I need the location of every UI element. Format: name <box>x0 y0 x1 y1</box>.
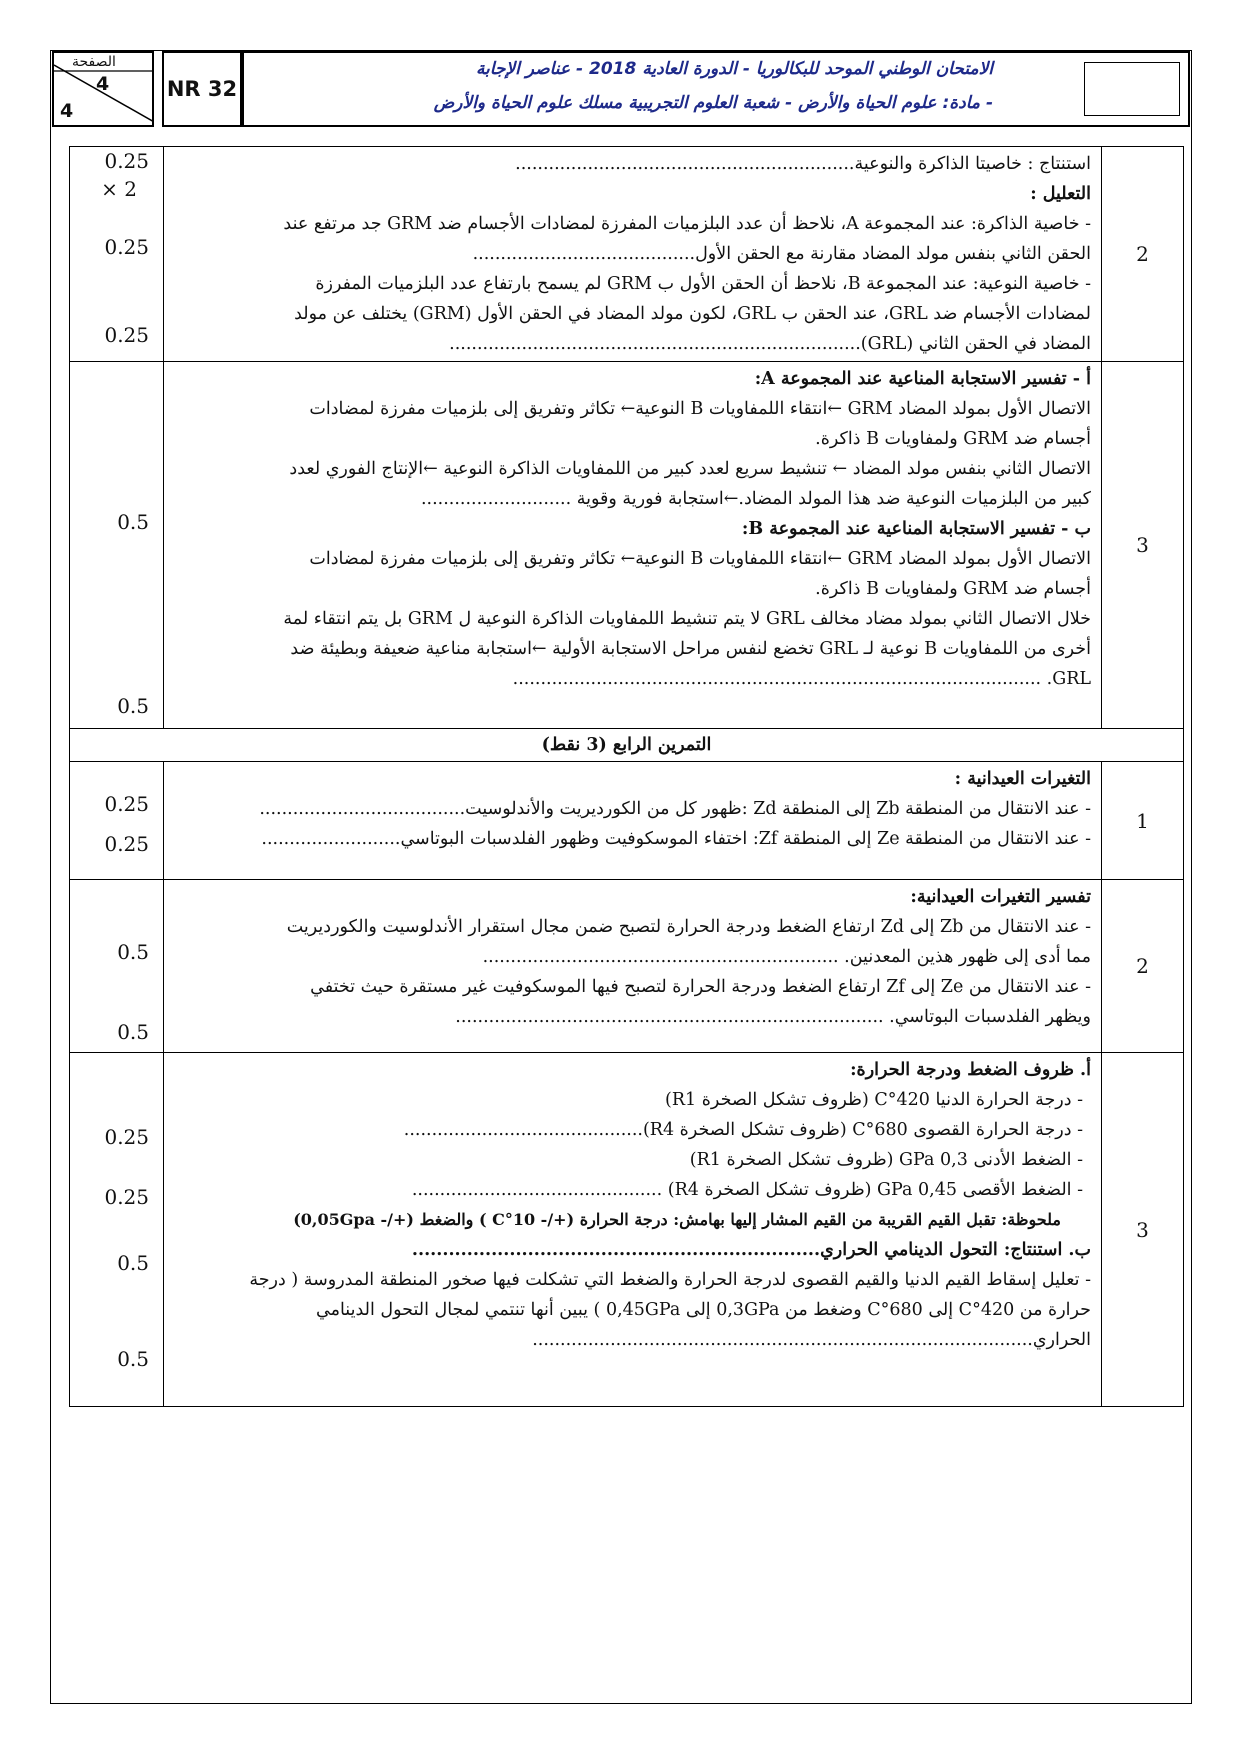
table-row <box>70 147 1184 362</box>
score: 0.25 <box>104 1125 149 1149</box>
answer-heading: التغيرات العيدانية : <box>954 769 1091 789</box>
answer-line: الحقن الثاني بنفس مولد المضاد مقارنة مع الحقن الأول........................................ <box>472 244 1091 264</box>
question-number: 1 <box>1102 762 1184 880</box>
score: 0.5 <box>117 1251 149 1275</box>
answer-line: كبير من البلزميات النوعية ضد هذا المولد المضاد.←استجابة فورية وقوية ........................... <box>420 489 1091 509</box>
answer-line: - الضغط الأدنى 0,3 GPa (ظروف تشكل الصخرة R1) <box>689 1150 1083 1170</box>
score: 0.5 <box>117 1020 149 1044</box>
answer-line: لمضادات الأجسام ضد GRL، عند الحقن ب GRL، لكون مولد المضاد في الحقن الأول (GRM) يختلف عن مولد <box>294 304 1091 324</box>
score: 0.25 <box>104 323 149 347</box>
exam-title-box <box>242 51 1190 127</box>
answer-line: - خاصية الذاكرة: عند المجموعة A، نلاحظ أن عدد البلزميات المفرزة لمضادات الأجسام ضد GRM جد مرتفع عند <box>283 214 1091 234</box>
stamp-box <box>1084 62 1180 116</box>
score: 0.5 <box>117 510 149 534</box>
answer-line: الاتصال الأول بمولد المضاد GRM ←انتقاء اللمفاويات B النوعية← تكاثر وتفريق إلى بلزميات مفرزة لمضادات <box>309 399 1091 419</box>
answer-line: - تعليل إسقاط القيم الدنيا والقيم القصوى لدرجة الحرارة والضغط التي تشكلت فيها صخور المنطقة المدروسة ( درجة <box>249 1270 1091 1290</box>
answer-line: - عند الانتقال من المنطقة Ze إلى المنطقة Zf: اختفاء الموسكوفيت وظهور الفلدسبات البوتاسي......................... <box>261 829 1091 849</box>
answer-heading: أ - تفسير الاستجابة المناعية عند المجموعة A: <box>754 369 1091 389</box>
score-cell <box>70 762 164 880</box>
answer-line: خلال الاتصال الثاني بمولد مضاد مخالف GRL لا يتم تنشيط اللمفاويات الذاكرة النوعية ل GRM بل يتم انتقاء لمة <box>283 609 1091 629</box>
answer-cell <box>164 762 1102 880</box>
table-row <box>70 362 1184 729</box>
table-row <box>70 762 1184 880</box>
answer-line: استنتاج : خاصيتا الذاكرة والنوعية............................................................. <box>515 154 1091 174</box>
answer-line: الاتصال الأول بمولد المضاد GRM ←انتقاء اللمفاويات B النوعية← تكاثر وتفريق إلى بلزميات مفرزة لمضادات <box>309 549 1091 569</box>
score: 0.25 <box>104 792 149 816</box>
answer-line: أخرى من اللمفاويات B نوعية لـ GRL تخضع لنفس مراحل الاستجابة الأولية ←استجابة مناعية ضعيفة وبطيئة ضد <box>290 639 1091 659</box>
answer-note: ملحوظة: تقبل القيم القريبة من القيم المشار إليها بهامش: درجة الحرارة (+/- 10°C ) والضغط (+/- 0,05Gpa) <box>293 1210 1061 1229</box>
answer-line: - الضغط الأقصى 0,45 GPa (ظروف تشكل الصخرة R4) ............................................. <box>411 1180 1083 1200</box>
score: 0.25 <box>104 832 149 856</box>
score: 0.25 <box>104 235 149 259</box>
question-number: 2 <box>1102 880 1184 1053</box>
page-label: الصفحة <box>72 54 116 70</box>
score: × 2 <box>101 177 137 201</box>
answer-line: حرارة من 420°C إلى 680°C وضغط من 0,3GPa إلى 0,45GPa ) يبين أنها تنتمي لمجال التحول الدينامي <box>316 1300 1091 1320</box>
answer-cell <box>164 1053 1102 1407</box>
question-number: 3 <box>1102 362 1184 729</box>
answer-cell <box>164 880 1102 1053</box>
answer-line: ويظهر الفلدسبات البوتاسي. ............................................................................. <box>455 1007 1091 1027</box>
answer-line: الحراري.......................................................................................... <box>532 1330 1091 1350</box>
answer-heading: ب - تفسير الاستجابة المناعية عند المجموعة B: <box>741 519 1091 539</box>
table-row <box>70 880 1184 1053</box>
score: 0.25 <box>104 149 149 173</box>
answer-line: - عند الانتقال من المنطقة Zb إلى المنطقة Zd :ظهور كل من الكورديريت والأندلوسيت..................................... <box>259 799 1091 819</box>
exam-title-line2: - مادة: علوم الحياة والأرض - شعبة العلوم التجريبية مسلك علوم الحياة والأرض <box>433 93 993 113</box>
page-total: 4 <box>60 100 74 122</box>
exam-header <box>52 51 1190 127</box>
answer-line: أجسام ضد GRM ولمفاويات B ذاكرة. <box>815 429 1091 449</box>
score-cell <box>70 1053 164 1407</box>
answer-heading: تفسير التغيرات العيدانية: <box>910 887 1091 907</box>
score: 0.5 <box>117 694 149 718</box>
answer-line: أجسام ضد GRM ولمفاويات B ذاكرة. <box>815 579 1091 599</box>
question-number: 2 <box>1102 147 1184 362</box>
score: 0.25 <box>104 1185 149 1209</box>
score-cell <box>70 880 164 1053</box>
score: 0.5 <box>117 940 149 964</box>
answer-table <box>69 146 1184 1407</box>
page-number: 4 <box>96 73 110 95</box>
answer-heading: التعليل : <box>1030 184 1091 204</box>
answer-line: GRL. ............................................................................................... <box>512 669 1091 689</box>
answer-heading: ب. استنتاج: التحول الدينامي الحراري................................................................... <box>411 1240 1091 1260</box>
answer-heading: أ. ظروف الضغط ودرجة الحرارة: <box>850 1060 1091 1080</box>
answer-line: - عند الانتقال من Zb إلى Zd ارتفاع الضغط ودرجة الحرارة لتصبح ضمن مجال استقرار الأندلوسيت والكورديريت <box>286 917 1091 937</box>
answer-line: - خاصية النوعية: عند المجموعة B، نلاحظ أن الحقن الأول ب GRM لم يسمح بارتفاع عدد البلزميات المفرزة <box>315 274 1091 294</box>
exam-title-line1: الامتحان الوطني الموحد للبكالوريا - الدورة العادية 2018 - عناصر الإجابة <box>475 59 993 79</box>
exam-code: NR 32 <box>162 51 242 127</box>
answer-line: - درجة الحرارة الدنيا 420°C (ظروف تشكل الصخرة R1) <box>665 1090 1083 1110</box>
score-cell <box>70 147 164 362</box>
answer-line: الاتصال الثاني بنفس مولد المضاد ← تنشيط سريع لعدد كبير من اللمفاويات الذاكرة النوعية ←الإنتاج الفوري لعدد <box>289 459 1091 479</box>
exercise-title: التمرين الرابع (3 نقط) <box>70 729 1184 762</box>
answer-line: - عند الانتقال من Ze إلى Zf ارتفاع الضغط ودرجة الحرارة لتصبح فيها الموسكوفيت غير مستقرة حيث تختفي <box>310 977 1091 997</box>
answer-cell <box>164 147 1102 362</box>
table-row <box>70 1053 1184 1407</box>
question-number: 3 <box>1102 1053 1184 1407</box>
answer-line: - درجة الحرارة القصوى 680°C (ظروف تشكل الصخرة R4)........................................... <box>403 1120 1083 1140</box>
answer-line: المضاد في الحقن الثاني (GRL).......................................................................... <box>449 334 1091 354</box>
page-counter-box <box>52 51 154 127</box>
score: 0.5 <box>117 1347 149 1371</box>
score-cell <box>70 362 164 729</box>
table-row <box>70 729 1184 762</box>
answer-cell <box>164 362 1102 729</box>
answer-line: مما أدى إلى ظهور هذين المعدنين. ................................................................ <box>482 947 1091 967</box>
